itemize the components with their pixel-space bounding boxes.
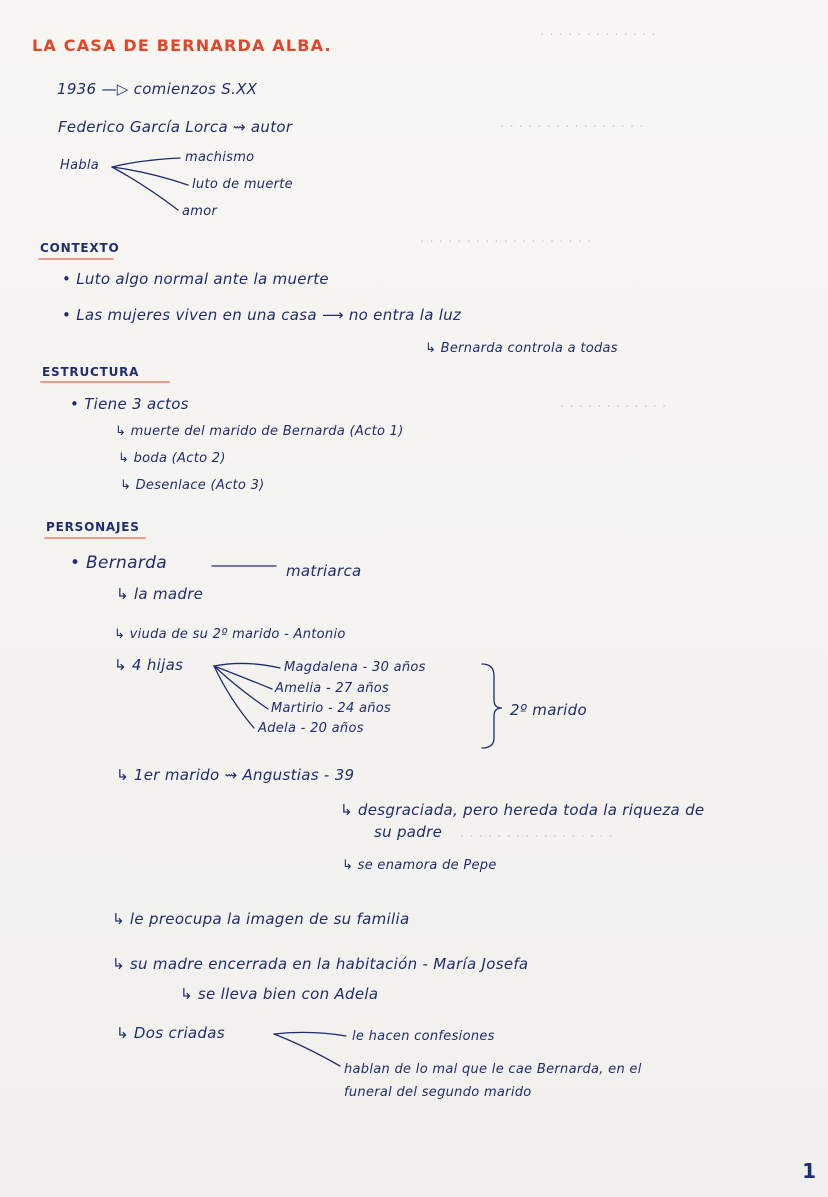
hijas-brace: [482, 664, 502, 748]
madre-encerrada-line: ↳ su madre encerrada en la habitación - María Josefa: [112, 955, 529, 973]
hijas-branch-line: [214, 666, 254, 728]
bleed-through-texture: · · · · · · · · · · · · · · · · ·: [460, 830, 613, 845]
page-title: LA CASA DE BERNARDA ALBA.: [32, 36, 332, 55]
estructura-sub: ↳ muerte del marido de Bernarda (Acto 1): [115, 424, 404, 439]
hijas-branch-line: [214, 663, 280, 668]
bernarda-item: • Bernarda: [70, 553, 167, 573]
author-line: Federico García Lorca ⇝ autor: [58, 118, 293, 136]
habla-item-luto: luto de muerte: [192, 177, 293, 192]
angustias-line-1: ↳ desgraciada, pero hereda toda la riqueza de: [340, 801, 705, 819]
habla-label: Habla: [60, 158, 100, 173]
hija-amelia: Amelia - 27 años: [275, 681, 390, 696]
habla-item-machismo: machismo: [185, 150, 255, 165]
bleed-through-texture: · · · · · · · · · · · · ·: [540, 28, 656, 43]
madre-line: ↳ la madre: [116, 585, 204, 603]
criadas-branch-line: [274, 1032, 346, 1036]
hijas-branch-line: [214, 666, 272, 689]
hijas-label: ↳ 4 hijas: [114, 656, 184, 674]
bleed-through-texture: · · · · · · · · · · · ·: [560, 400, 667, 415]
estructura-item: • Tiene 3 actos: [70, 395, 189, 413]
segundo-marido-label: 2º marido: [510, 701, 587, 719]
viuda-line: ↳ viuda de su 2º marido - Antonio: [114, 627, 346, 642]
criadas-item-funeral: funeral del segundo marido: [344, 1085, 532, 1100]
estructura-sub: ↳ Desenlace (Acto 3): [120, 478, 265, 493]
hija-magdalena: Magdalena - 30 años: [284, 660, 426, 675]
estructura-heading: ESTRUCTURA: [42, 365, 140, 379]
hija-adela: Adela - 20 años: [258, 721, 364, 736]
hijas-branch-line: [214, 666, 268, 709]
angustias-line-2: su padre: [374, 823, 443, 841]
habla-item-amor: amor: [182, 204, 218, 219]
personajes-heading: PERSONAJES: [46, 520, 140, 534]
contexto-sub: ↳ Bernarda controla a todas: [425, 341, 618, 356]
matriarca-label: matriarca: [286, 562, 362, 580]
criadas-item-hablan: hablan de lo mal que le cae Bernarda, en el: [344, 1062, 642, 1077]
estructura-sub: ↳ boda (Acto 2): [118, 451, 226, 466]
imagen-line: ↳ le preocupa la imagen de su familia: [112, 910, 410, 928]
adela-line: ↳ se lleva bien con Adela: [180, 985, 379, 1003]
contexto-item: • Luto algo normal ante la muerte: [62, 270, 329, 288]
criadas-branch-line: [274, 1034, 340, 1066]
bleed-through-texture: · · · · · · · · · · · · · · · ·: [500, 120, 644, 135]
primer-marido-line: ↳ 1er marido ⇝ Angustias - 39: [116, 766, 355, 784]
angustias-line-3: ↳ se enamora de Pepe: [342, 858, 497, 873]
criadas-item-confesiones: le hacen confesiones: [352, 1029, 495, 1044]
year-line: 1936 —▷ comienzos S.XX: [57, 80, 258, 98]
habla-branch-line: [112, 167, 188, 185]
habla-branch-line: [112, 158, 180, 167]
contexto-heading: CONTEXTO: [40, 241, 120, 255]
hija-martirio: Martirio - 24 años: [271, 701, 392, 716]
criadas-label: ↳ Dos criadas: [116, 1024, 225, 1042]
contexto-item: • Las mujeres viven en una casa ⟶ no entra la luz: [62, 306, 462, 324]
bleed-through-texture: · · · · · · · · · · · · · · · · · · ·: [420, 235, 592, 250]
page-number: 1: [802, 1159, 816, 1183]
